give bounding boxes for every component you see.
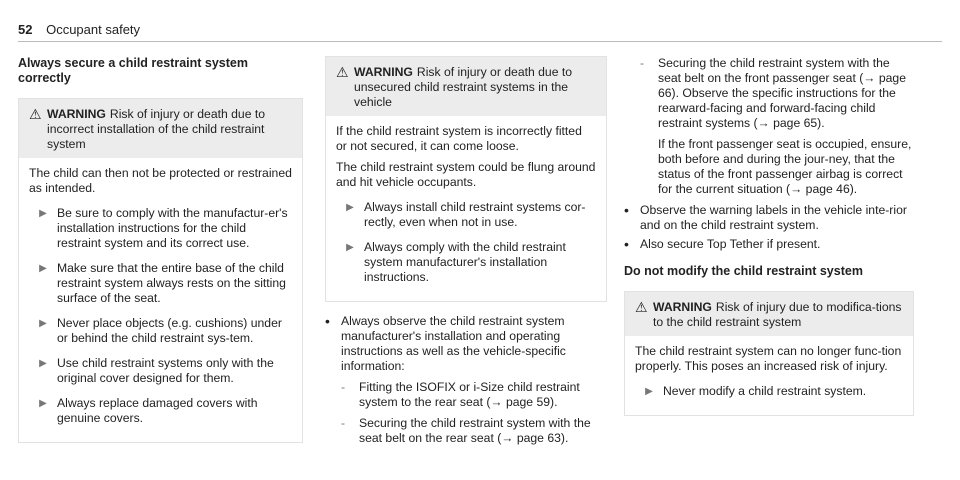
sub-list-item: - Securing the child restraint system with the seat belt on the front passenger seat (→ page 66). Observe the specific instructions for the rearward-facing and forward-facing child restraint systems (→ page 65). — [640, 56, 906, 130]
warning-paragraph: The child can then not be protected or restrained as intended. — [29, 166, 292, 195]
instruction-step: ▶ Use child restraint systems only with the original cover designed for them. — [29, 356, 292, 386]
warning-header — [326, 57, 606, 116]
instruction-step: ▶ Be sure to comply with the manufactur-er's installation instructions for the child restraint system and its correct use. — [29, 206, 292, 251]
arrow-right-icon: ▶ — [346, 242, 354, 253]
warning-body — [326, 116, 606, 301]
warning-box — [624, 291, 914, 416]
list-item: • Always observe the child restraint system manufacturer's installation and operating instructions as well as the vehicle-specific information: — [325, 313, 566, 373]
list-item: • Observe the warning labels in the vehicle inte-rior and on the child restraint system. — [624, 202, 907, 232]
column-2 — [325, 56, 607, 452]
warning-label: WARNING — [354, 65, 413, 79]
warning-text: Risk of injury or death due to unsecured child restraint systems in the vehicle — [354, 65, 573, 109]
warning-text: Risk of injury due to modifica-tions to the child restraint system — [653, 300, 902, 329]
sub-list-item: - Fitting the ISOFIX or i-Size child restraint system to the rear seat (→ page 59). — [341, 380, 580, 409]
warning-paragraph: The child restraint system could be flung around and hit vehicle occupants. — [336, 160, 596, 189]
warning-body — [625, 336, 913, 415]
dash-icon: - — [341, 416, 346, 430]
warning-label: WARNING — [653, 300, 712, 314]
sub-paragraph: If the front passenger seat is occupied, ensure, both before and during the jour-ney, that the status of the front passenger airbag is correct for the current situation (→ page 46). — [658, 137, 912, 196]
arrow-right-icon: ▶ — [39, 358, 47, 369]
instruction-step: ▶ Make sure that the entire base of the child restraint system always rests on the sitting surface of the seat. — [29, 261, 292, 306]
list-item: • Also secure Top Tether if present. — [624, 236, 821, 252]
sub-list-item: - Securing the child restraint system with the seat belt on the rear seat (→ page 63). — [341, 416, 591, 445]
dash-icon: - — [640, 56, 645, 70]
instruction-step: ▶ Always comply with the child restraint system manufacturer's installation instructions. — [336, 240, 596, 285]
bullet-icon: • — [325, 313, 330, 329]
arrow-right-icon: ▶ — [645, 386, 653, 397]
bullet-icon: • — [624, 236, 629, 252]
column-1 — [18, 56, 303, 455]
instruction-step: ▶ Always install child restraint systems cor-rectly, even when not in use. — [336, 200, 596, 230]
warning-paragraph: If the child restraint system is incorrectly fitted or not secured, it can come loose. — [336, 124, 582, 153]
warning-label: WARNING — [47, 107, 106, 121]
dash-icon: - — [341, 380, 346, 394]
page-header — [18, 22, 140, 37]
section-title: Occupant safety — [46, 22, 141, 37]
arrow-right-icon: ▶ — [39, 263, 47, 274]
section-heading: Always secure a child restraint system correctly — [18, 56, 248, 85]
warning-paragraph: The child restraint system can no longer func-tion properly. This poses an increased risk of injury. — [635, 344, 902, 373]
header-divider — [18, 41, 942, 42]
warning-triangle-icon: ⚠ — [635, 299, 648, 315]
page-number: 52 — [18, 22, 33, 37]
warning-box — [325, 56, 607, 302]
instruction-step: ▶ Never modify a child restraint system. — [635, 384, 903, 399]
arrow-right-icon: ▶ — [39, 398, 47, 409]
warning-text: Risk of injury or death due to incorrect installation of the child restraint system — [47, 107, 266, 151]
bullet-icon: • — [624, 202, 629, 218]
section-heading: Do not modify the child restraint system — [624, 264, 863, 278]
warning-triangle-icon: ⚠ — [336, 64, 349, 80]
warning-box — [18, 98, 303, 443]
warning-triangle-icon: ⚠ — [29, 106, 42, 122]
warning-header — [19, 99, 302, 158]
warning-header — [625, 292, 913, 336]
warning-body — [19, 158, 302, 442]
arrow-right-icon: ▶ — [39, 318, 47, 329]
instruction-step: ▶ Always replace damaged covers with genuine covers. — [29, 396, 292, 426]
arrow-right-icon: ▶ — [346, 202, 354, 213]
arrow-right-icon: ▶ — [39, 208, 47, 219]
instruction-step: ▶ Never place objects (e.g. cushions) under or behind the child restraint sys-tem. — [29, 316, 292, 346]
column-3 — [624, 56, 914, 428]
